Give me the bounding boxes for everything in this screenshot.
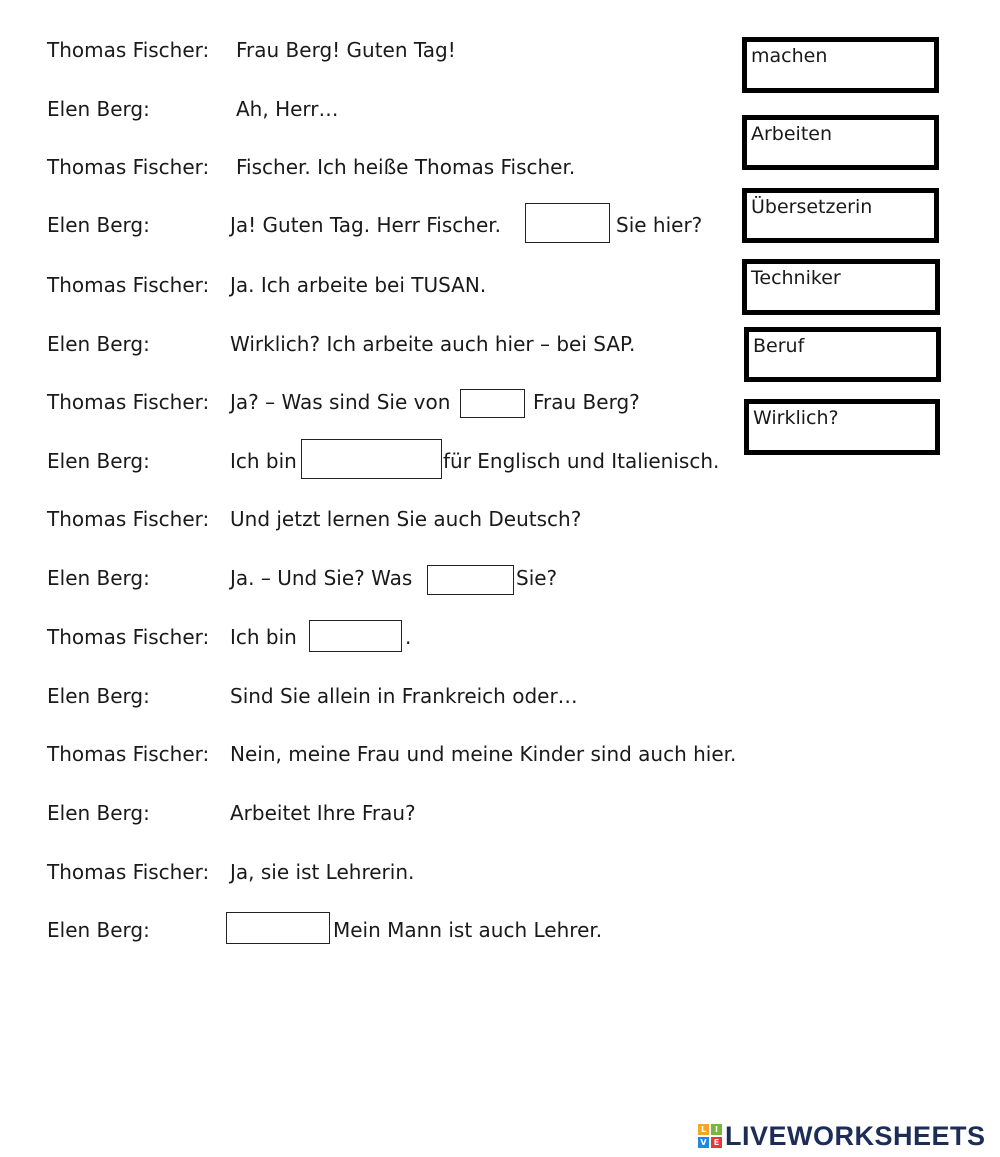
speaker-label: Thomas Fischer: — [47, 155, 210, 179]
dialogue-line: Ja? – Was sind Sie von — [230, 390, 451, 414]
answer-gap-5[interactable] — [309, 620, 402, 652]
answer-gap-6[interactable] — [226, 912, 330, 944]
word-bank-item-wirklich[interactable]: Wirklich? — [744, 399, 940, 455]
dialogue-line: Mein Mann ist auch Lehrer. — [333, 918, 603, 942]
speaker-label: Thomas Fischer: — [47, 742, 210, 766]
dialogue-line: Sind Sie allein in Frankreich oder… — [230, 684, 578, 708]
logo-letter: E — [711, 1137, 722, 1148]
speaker-label: Elen Berg: — [47, 213, 150, 237]
speaker-label: Thomas Fischer: — [47, 273, 210, 297]
dialogue-line: Ja. – Und Sie? Was — [230, 566, 413, 590]
answer-gap-2[interactable] — [460, 389, 525, 418]
speaker-label: Elen Berg: — [47, 801, 150, 825]
logo-grid-icon — [698, 1124, 722, 1148]
dialogue-line: Ich bin — [230, 625, 297, 649]
dialogue-line: Und jetzt lernen Sie auch Deutsch? — [230, 507, 582, 531]
dialogue-line: für Englisch und Italienisch. — [443, 449, 720, 473]
dialogue-line: Arbeitet Ihre Frau? — [230, 801, 416, 825]
logo-letter: I — [711, 1124, 722, 1135]
speaker-label: Thomas Fischer: — [47, 860, 210, 884]
brand-name: LIVEWORKSHEETS — [725, 1120, 986, 1151]
word-bank-item-uebersetzerin[interactable]: Übersetzerin — [742, 188, 939, 243]
dialogue-line: Ja. Ich arbeite bei TUSAN. — [230, 273, 487, 297]
dialogue-line: Nein, meine Frau und meine Kinder sind auch hier. — [230, 742, 737, 766]
speaker-label: Elen Berg: — [47, 566, 150, 590]
speaker-label: Thomas Fischer: — [47, 390, 210, 414]
dialogue-line: Sie? — [516, 566, 558, 590]
speaker-label: Elen Berg: — [47, 449, 150, 473]
answer-gap-1[interactable] — [525, 203, 610, 243]
speaker-label: Thomas Fischer: — [47, 38, 210, 62]
speaker-label: Elen Berg: — [47, 97, 150, 121]
dialogue-line: Frau Berg? — [533, 390, 640, 414]
answer-gap-3[interactable] — [301, 439, 442, 479]
liveworksheets-logo — [698, 1122, 986, 1150]
dialogue-line: Frau Berg! Guten Tag! — [236, 38, 456, 62]
word-bank-item-arbeiten[interactable]: Arbeiten — [742, 115, 939, 170]
answer-gap-4[interactable] — [427, 565, 514, 595]
logo-letter: V — [698, 1137, 709, 1148]
dialogue-line: Wirklich? Ich arbeite auch hier – bei SAP. — [230, 332, 636, 356]
dialogue-line: Ah, Herr… — [236, 97, 339, 121]
word-bank-item-beruf[interactable]: Beruf — [744, 327, 941, 382]
dialogue-line: Fischer. Ich heiße Thomas Fischer. — [236, 155, 576, 179]
dialogue-line: Ja! Guten Tag. Herr Fischer. — [230, 213, 501, 237]
speaker-label: Elen Berg: — [47, 684, 150, 708]
speaker-label: Elen Berg: — [47, 918, 150, 942]
dialogue-line: Ich bin — [230, 449, 297, 473]
logo-letter: L — [698, 1124, 709, 1135]
speaker-label: Elen Berg: — [47, 332, 150, 356]
dialogue-line: Sie hier? — [616, 213, 703, 237]
speaker-label: Thomas Fischer: — [47, 507, 210, 531]
word-bank-item-techniker[interactable]: Techniker — [742, 259, 940, 315]
word-bank-item-machen[interactable]: machen — [742, 37, 939, 93]
speaker-label: Thomas Fischer: — [47, 625, 210, 649]
dialogue-line: Ja, sie ist Lehrerin. — [230, 860, 415, 884]
dialogue-line: . — [405, 625, 412, 649]
